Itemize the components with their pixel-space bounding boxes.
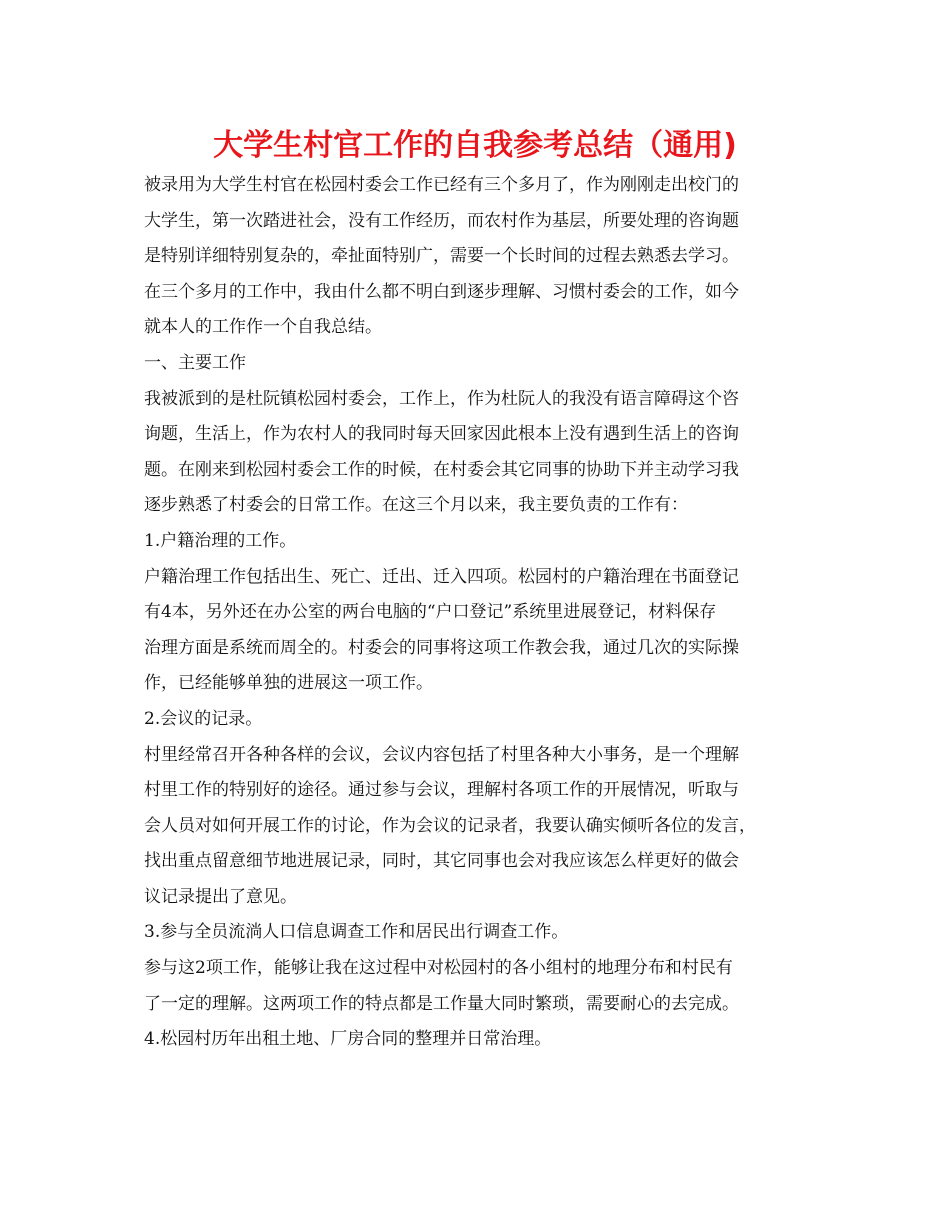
body-text-line: 了一定的理解。这两项工作的特点都是工作量大同时繁琐，需要耐心的去完成。 xyxy=(144,993,739,1014)
body-text-line: 询题，生活上，作为农村人的我同时每天回家因此根本上没有遇到生活上的咨询 xyxy=(144,424,739,445)
body-text-line: 3.参与全员流淌人口信息调查工作和居民出行调查工作。 xyxy=(144,922,569,943)
body-text-line: 2.会议的记录。 xyxy=(144,708,263,729)
body-text-line: 题。在刚来到松园村委会工作的时候，在村委会其它同事的协助下并主动学习我 xyxy=(144,459,739,480)
body-text-line: 4.松园村历年出租土地、厂房合同的整理并日常治理。 xyxy=(144,1029,552,1050)
body-text-line: 逐步熟悉了村委会的日常工作。在这三个月以来，我主要负责的工作有： xyxy=(144,495,688,516)
body-text-line: 村里工作的特别好的途径。通过参与会议，理解村各项工作的开展情况，听取与 xyxy=(144,780,739,801)
body-text-line: 找出重点留意细节地进展记录，同时，其它同事也会对我应该怎么样更好的做会 xyxy=(144,851,739,872)
body-text-line: 会人员对如何开展工作的讨论，作为会议的记录者，我要认确实倾听各位的发言， xyxy=(144,815,756,836)
body-text-line: 议记录提出了意见。 xyxy=(144,886,297,907)
document-title: 大学生村官工作的自我参考总结（通用) xyxy=(213,128,737,163)
body-text-line: 参与这2项工作，能够让我在这过程中对松园村的各小组村的地理分布和村民有 xyxy=(144,958,733,979)
body-text-line: 1.户籍治理的工作。 xyxy=(144,530,297,551)
body-text-line: 一、主要工作 xyxy=(144,352,246,373)
body-text-line: 被录用为大学生村官在松园村委会工作已经有三个多月了，作为刚刚走出校门的 xyxy=(144,175,739,195)
body-text-line: 大学生，第一次踏进社会，没有工作经历，而农村作为基层，所要处理的咨询题 xyxy=(144,210,739,231)
body-text-line: 作，已经能够单独的进展这一项工作。 xyxy=(144,673,433,694)
body-text-line: 户籍治理工作包括出生、死亡、迁出、迁入四项。松园村的户籍治理在书面登记 xyxy=(144,566,739,587)
body-text-line: 就本人的工作作一个自我总结。 xyxy=(144,317,382,338)
body-text-line: 在三个多月的工作中，我由什么都不明白到逐步理解、习惯村委会的工作，如今 xyxy=(144,281,739,302)
body-text-line: 治理方面是系统而周全的。村委会的同事将这项工作教会我，通过几次的实际操 xyxy=(144,637,739,658)
body-text-line: 村里经常召开各种各样的会议，会议内容包括了村里各种大小事务，是一个理解 xyxy=(144,744,739,765)
body-text-line: 是特别详细特别复杂的，牵扯面特别广，需要一个长时间的过程去熟悉去学习。 xyxy=(144,246,739,267)
document-body xyxy=(144,168,812,1058)
body-text-line: 有4本，另外还在办公室的两台电脑的“户口登记”系统里进展登记，材料保存 xyxy=(144,602,717,623)
body-text-line: 我被派到的是杜阮镇松园村委会，工作上，作为杜阮人的我没有语言障碍这个咨 xyxy=(144,388,739,409)
